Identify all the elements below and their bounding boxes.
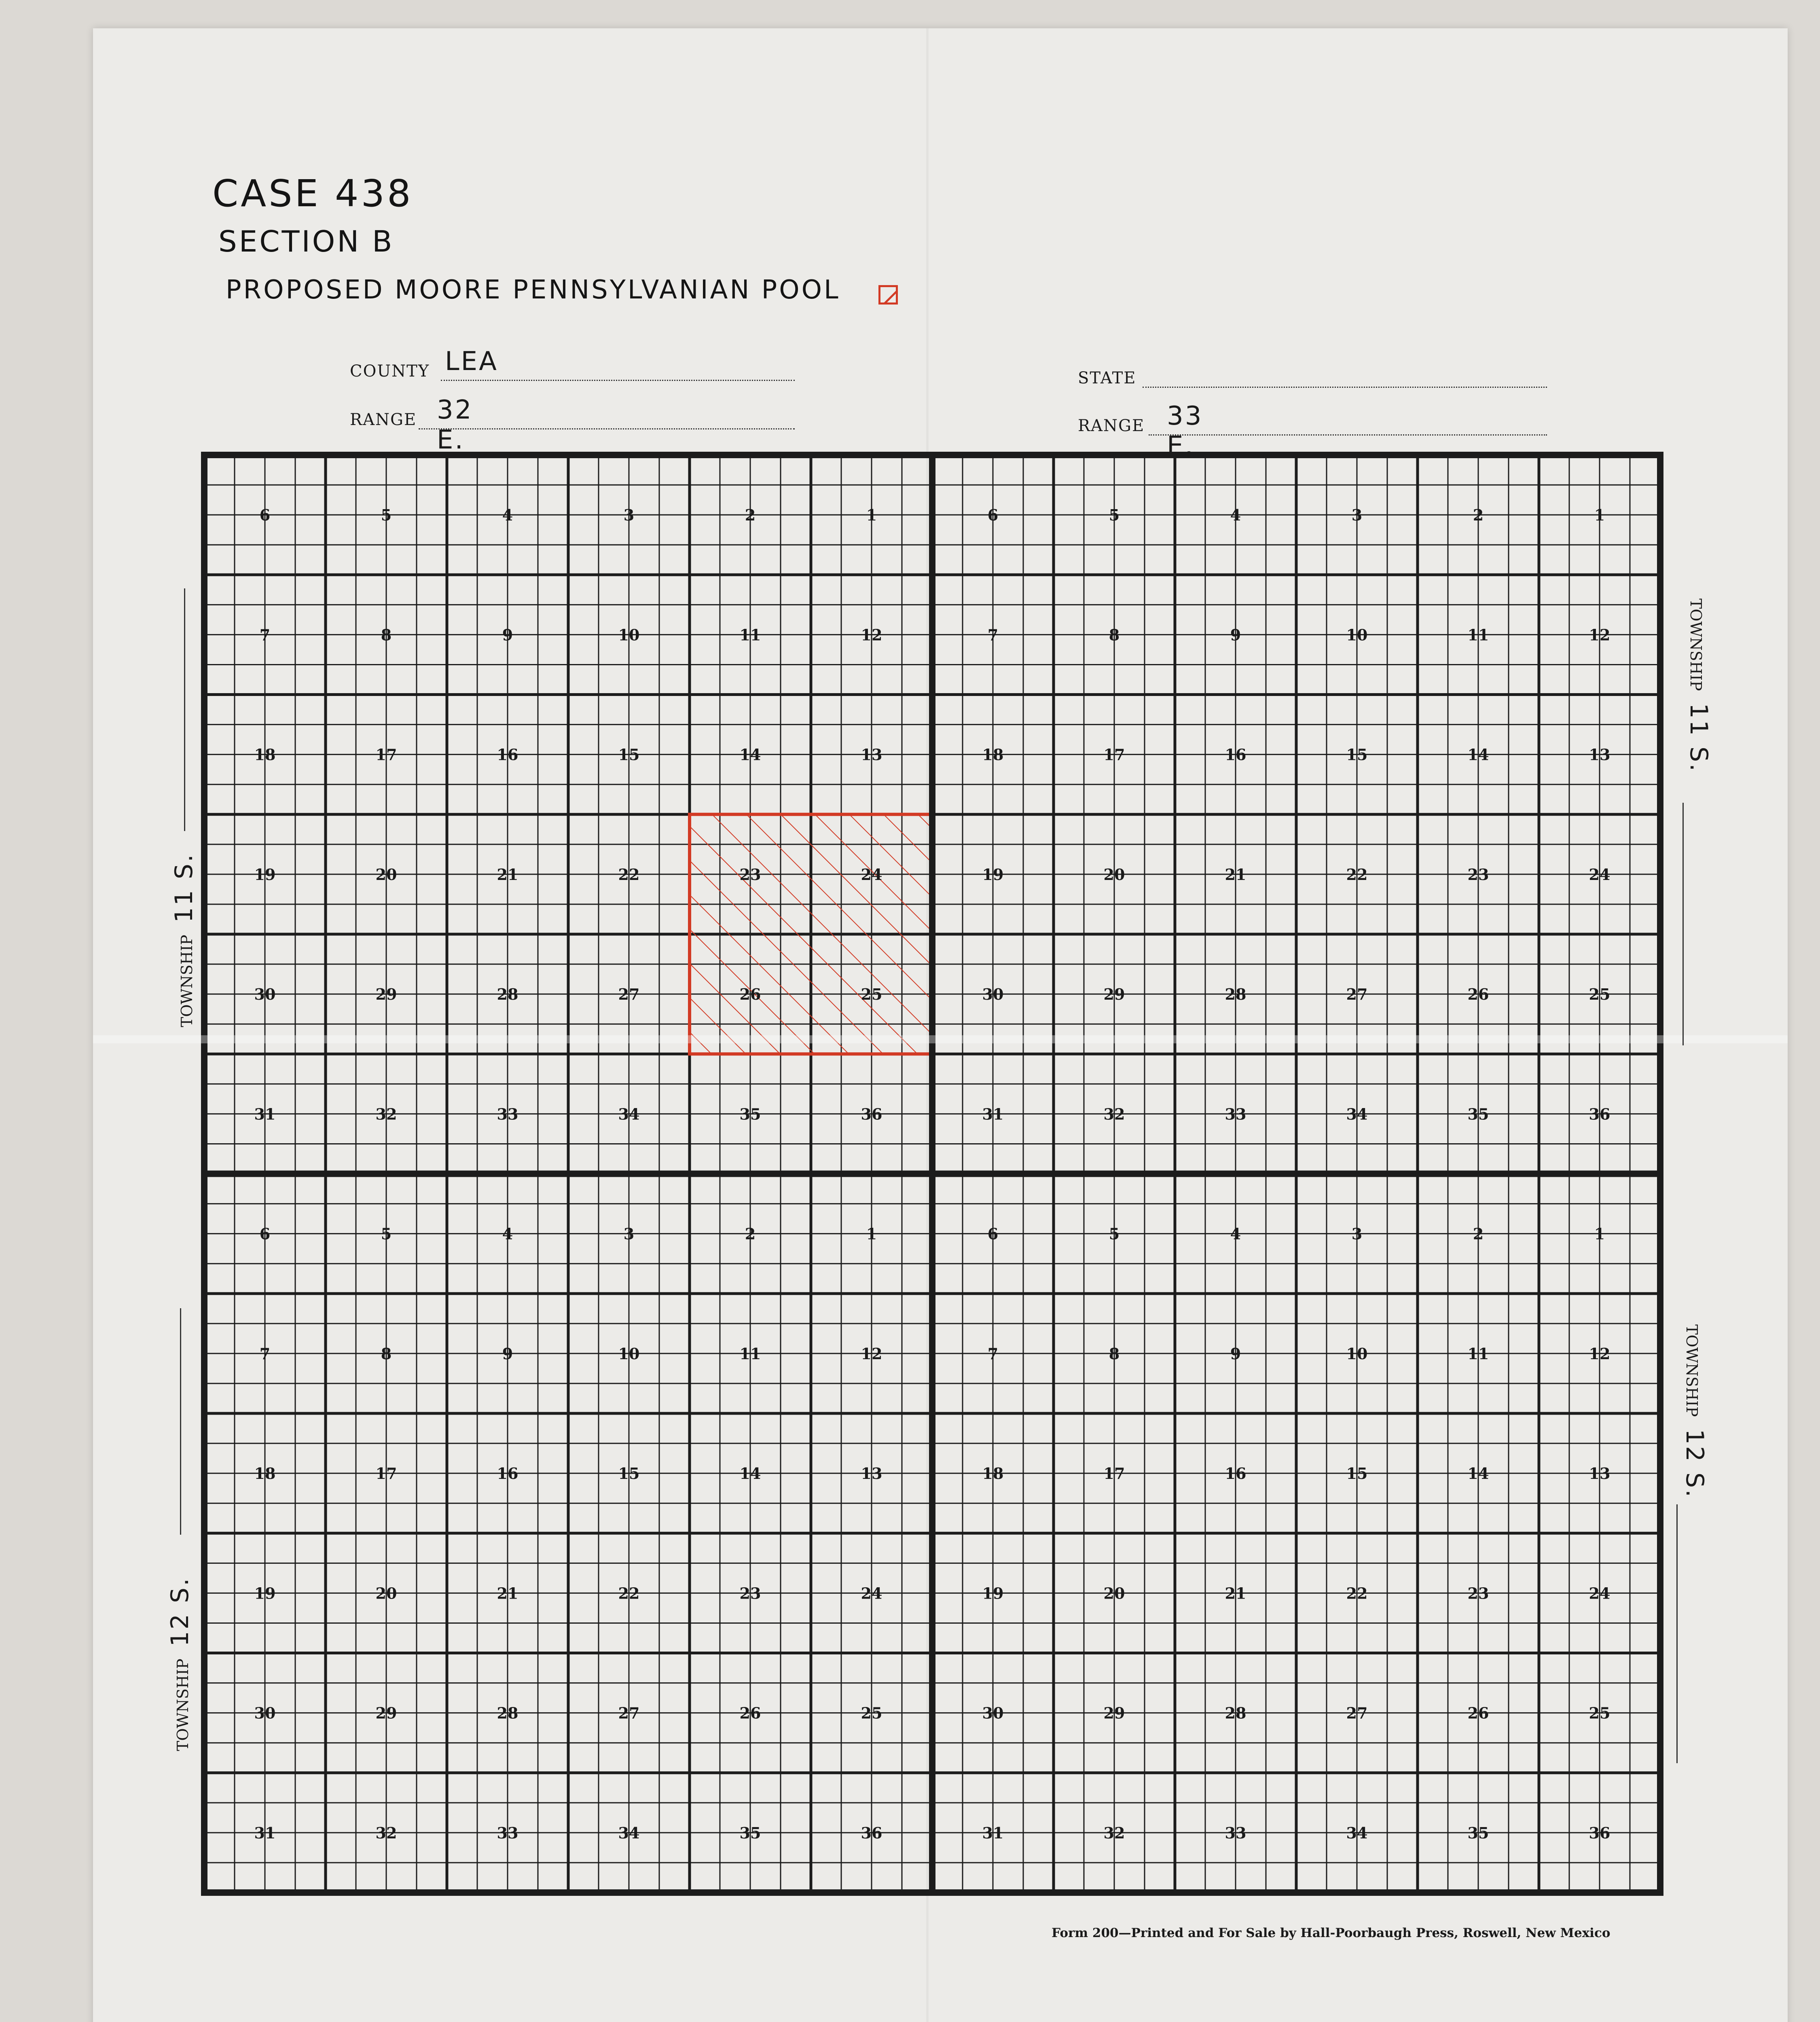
section-number-label: 17 bbox=[375, 1464, 397, 1483]
section-number-label: 27 bbox=[1346, 1704, 1368, 1722]
footer-note: Form 200—Printed and For Sale by Hall-Poorbaugh Press, Roswell, New Mexico bbox=[1052, 1926, 1610, 1940]
township-prefix: TOWNSHIP bbox=[178, 935, 196, 1027]
section-number-label: 26 bbox=[1467, 1704, 1489, 1722]
section-number-label: 34 bbox=[1346, 1823, 1368, 1842]
section-number-label: 5 bbox=[1109, 506, 1120, 525]
section-number-label: 33 bbox=[1225, 1823, 1246, 1842]
proposed-pool-hatched-area bbox=[690, 814, 932, 1054]
section-number-label: 5 bbox=[1109, 1225, 1120, 1243]
pool-title: PROPOSED MOORE PENNSYLVANIAN POOL bbox=[226, 275, 840, 305]
section-number-label: 13 bbox=[1589, 745, 1610, 764]
section-number-label: 8 bbox=[381, 626, 392, 644]
section-number-label: 31 bbox=[254, 1823, 276, 1842]
section-number-label: 32 bbox=[1103, 1823, 1125, 1842]
township-rule-right-bottom bbox=[1676, 1504, 1678, 1763]
section-number-label: 22 bbox=[1346, 1584, 1368, 1603]
section-number-label: 30 bbox=[254, 1704, 276, 1722]
township-prefix: TOWNSHIP bbox=[1683, 1324, 1701, 1417]
section-number-label: 8 bbox=[1109, 1344, 1120, 1363]
section-number-label: 10 bbox=[1346, 626, 1368, 644]
section-number-label: 12 bbox=[1589, 1344, 1610, 1363]
section-number-label: 14 bbox=[739, 1464, 761, 1483]
section-number-label: 15 bbox=[618, 1464, 640, 1483]
state-label: STATE bbox=[1078, 369, 1136, 387]
section-number-label: 26 bbox=[1467, 985, 1489, 1004]
section-number-label: 23 bbox=[1467, 865, 1489, 884]
section-number-label: 15 bbox=[618, 745, 640, 764]
county-label: COUNTY bbox=[350, 362, 430, 381]
section-number-label: 30 bbox=[982, 985, 1004, 1004]
section-number-label: 34 bbox=[1346, 1105, 1368, 1123]
section-number-label: 18 bbox=[254, 745, 276, 764]
section-number-label: 17 bbox=[1103, 1464, 1125, 1483]
section-number-label: 7 bbox=[987, 1344, 999, 1363]
section-number-label: 25 bbox=[1589, 1704, 1610, 1722]
township-boundaries bbox=[204, 455, 1660, 1893]
township-rule-left-bottom bbox=[180, 1308, 181, 1535]
section-number-label: 28 bbox=[1225, 1704, 1246, 1722]
section-number-label: 4 bbox=[1230, 506, 1241, 525]
section-number-label: 34 bbox=[618, 1823, 640, 1842]
section-number-label: 24 bbox=[1589, 1584, 1610, 1603]
section-number-label: 20 bbox=[1103, 865, 1125, 884]
section-number-label: 25 bbox=[861, 1704, 882, 1722]
section-number-label: 2 bbox=[745, 1225, 756, 1243]
section-number-label: 23 bbox=[739, 1584, 761, 1603]
township-number: 11 S. bbox=[1685, 703, 1713, 773]
section-number-label: 12 bbox=[861, 626, 882, 644]
section-number-label: 11 bbox=[739, 1344, 761, 1363]
section-number-label: 31 bbox=[982, 1823, 1004, 1842]
section-number-label: 29 bbox=[375, 985, 397, 1004]
section-number-label: 10 bbox=[618, 626, 640, 644]
range-left-value: 32 E. bbox=[437, 395, 473, 455]
township-label-left-top bbox=[170, 853, 198, 1027]
section-number-label: 31 bbox=[254, 1105, 276, 1123]
section-number-label: 19 bbox=[254, 865, 276, 884]
section-number-label: 7 bbox=[987, 626, 999, 644]
section-number-label: 11 bbox=[1467, 626, 1489, 644]
section-number-label: 6 bbox=[259, 1225, 271, 1243]
section-number-label: 29 bbox=[1103, 1704, 1125, 1722]
range-right-label: RANGE bbox=[1078, 417, 1145, 435]
section-number-label: 4 bbox=[502, 506, 513, 525]
section-number-label: 7 bbox=[259, 626, 271, 644]
section-number-label: 33 bbox=[497, 1105, 518, 1123]
section-number-label: 20 bbox=[375, 865, 397, 884]
section-number-label: 13 bbox=[861, 745, 882, 764]
section-number-label: 35 bbox=[1467, 1105, 1489, 1123]
section-number-label: 21 bbox=[1225, 1584, 1246, 1603]
section-number-label: 24 bbox=[1589, 865, 1610, 884]
section-number-label: 4 bbox=[1230, 1225, 1241, 1243]
section-number-label: 3 bbox=[1351, 506, 1363, 525]
section-number-label: 21 bbox=[497, 1584, 518, 1603]
section-number-label: 27 bbox=[1346, 985, 1368, 1004]
section-number-label: 30 bbox=[982, 1704, 1004, 1722]
section-number-label: 8 bbox=[381, 1344, 392, 1363]
township-rule-left-top bbox=[184, 588, 185, 831]
section-number-label: 3 bbox=[623, 1225, 635, 1243]
township-prefix: TOWNSHIP bbox=[1687, 599, 1705, 691]
section-number-label: 16 bbox=[1225, 745, 1246, 764]
section-number-label: 36 bbox=[861, 1823, 882, 1842]
section-number-label: 10 bbox=[618, 1344, 640, 1363]
section-number-label: 9 bbox=[1230, 1344, 1241, 1363]
section-number-label: 21 bbox=[1225, 865, 1246, 884]
section-number-label: 24 bbox=[861, 1584, 882, 1603]
section-number-label: 16 bbox=[497, 745, 518, 764]
section-number-label: 2 bbox=[1473, 1225, 1484, 1243]
section-number-label: 17 bbox=[375, 745, 397, 764]
pool-highlight-area bbox=[690, 814, 932, 1054]
section-number-label: 13 bbox=[861, 1464, 882, 1483]
section-number-label: 20 bbox=[375, 1584, 397, 1603]
county-value: LEA bbox=[445, 347, 498, 376]
section-number-label: 19 bbox=[982, 865, 1004, 884]
section-number-label: 7 bbox=[259, 1344, 271, 1363]
section-number-label: 23 bbox=[1467, 1584, 1489, 1603]
section-title: SECTION B bbox=[218, 224, 394, 258]
section-number-label: 36 bbox=[861, 1105, 882, 1123]
section-number-label: 16 bbox=[1225, 1464, 1246, 1483]
section-number-label: 15 bbox=[1346, 745, 1368, 764]
range-right-value: 33 E. bbox=[1167, 401, 1203, 461]
section-number-label: 1 bbox=[1594, 1225, 1605, 1243]
section-number-label: 8 bbox=[1109, 626, 1120, 644]
township-prefix: TOWNSHIP bbox=[174, 1658, 192, 1751]
section-number-label: 18 bbox=[982, 745, 1004, 764]
section-number-label: 11 bbox=[1467, 1344, 1489, 1363]
section-number-label: 27 bbox=[618, 1704, 640, 1722]
section-number-label: 29 bbox=[375, 1704, 397, 1722]
section-number-label: 6 bbox=[259, 506, 271, 525]
section-number-label: 28 bbox=[1225, 985, 1246, 1004]
township-number: 12 S. bbox=[1680, 1429, 1709, 1499]
section-number-label: 23 bbox=[739, 865, 761, 884]
township-label-left-bottom bbox=[166, 1577, 194, 1751]
section-number-label: 4 bbox=[502, 1225, 513, 1243]
section-number-label: 10 bbox=[1346, 1344, 1368, 1363]
section-number-label: 36 bbox=[1589, 1823, 1610, 1842]
range-left-label: RANGE bbox=[350, 410, 417, 429]
section-number-label: 12 bbox=[1589, 626, 1610, 644]
township-number: 11 S. bbox=[170, 852, 198, 923]
section-number-label: 19 bbox=[254, 1584, 276, 1603]
section-number-label: 14 bbox=[1467, 745, 1489, 764]
paper-fold-horizontal bbox=[93, 1035, 1788, 1043]
section-number-label: 36 bbox=[1589, 1105, 1610, 1123]
township-rule-right-top bbox=[1682, 803, 1684, 1045]
section-number-label: 21 bbox=[497, 865, 518, 884]
section-number-label: 19 bbox=[982, 1584, 1004, 1603]
section-number-label: 32 bbox=[375, 1105, 397, 1123]
section-number-label: 28 bbox=[497, 1704, 518, 1722]
section-number-label: 14 bbox=[739, 745, 761, 764]
section-number-label: 35 bbox=[739, 1823, 761, 1842]
section-number-label: 3 bbox=[623, 506, 635, 525]
section-number-label: 22 bbox=[618, 865, 640, 884]
case-title: CASE 438 bbox=[212, 172, 413, 215]
section-number-label: 3 bbox=[1351, 1225, 1363, 1243]
section-number-label: 2 bbox=[1473, 506, 1484, 525]
section-number-label: 33 bbox=[497, 1823, 518, 1842]
section-number-label: 1 bbox=[1594, 506, 1605, 525]
section-number-label: 30 bbox=[254, 985, 276, 1004]
section-number-label: 12 bbox=[861, 1344, 882, 1363]
section-number-label: 22 bbox=[1346, 865, 1368, 884]
section-number-label: 5 bbox=[381, 1225, 392, 1243]
section-number-label: 35 bbox=[1467, 1823, 1489, 1842]
section-number-label: 32 bbox=[1103, 1105, 1125, 1123]
section-number-label: 34 bbox=[618, 1105, 640, 1123]
section-number-label: 18 bbox=[982, 1464, 1004, 1483]
section-number-label: 29 bbox=[1103, 985, 1125, 1004]
section-number-label: 1 bbox=[866, 1225, 877, 1243]
section-number-label: 25 bbox=[861, 985, 882, 1004]
section-number-label: 17 bbox=[1103, 745, 1125, 764]
section-number-label: 28 bbox=[497, 985, 518, 1004]
section-number-label: 22 bbox=[618, 1584, 640, 1603]
township-label-right-bottom bbox=[1680, 1324, 1709, 1499]
section-number-label: 26 bbox=[739, 1704, 761, 1722]
section-number-label: 2 bbox=[745, 506, 756, 525]
section-number-label: 14 bbox=[1467, 1464, 1489, 1483]
section-number-label: 9 bbox=[1230, 626, 1241, 644]
section-number-label: 20 bbox=[1103, 1584, 1125, 1603]
section-number-label: 6 bbox=[987, 506, 999, 525]
section-number-label: 15 bbox=[1346, 1464, 1368, 1483]
section-number-label: 31 bbox=[982, 1105, 1004, 1123]
township-label-right-top bbox=[1685, 599, 1713, 773]
section-number-label: 5 bbox=[381, 506, 392, 525]
section-number-label: 13 bbox=[1589, 1464, 1610, 1483]
section-number-label: 18 bbox=[254, 1464, 276, 1483]
township-number: 12 S. bbox=[166, 1576, 194, 1647]
section-number-label: 26 bbox=[739, 985, 761, 1004]
section-number-label: 27 bbox=[618, 985, 640, 1004]
section-number-label: 6 bbox=[987, 1225, 999, 1243]
section-number-label: 35 bbox=[739, 1105, 761, 1123]
section-number-label: 1 bbox=[866, 506, 877, 525]
section-number-label: 32 bbox=[375, 1823, 397, 1842]
section-number-label: 25 bbox=[1589, 985, 1610, 1004]
section-number-label: 16 bbox=[497, 1464, 518, 1483]
section-number-label: 9 bbox=[502, 1344, 513, 1363]
section-number-label: 33 bbox=[1225, 1105, 1246, 1123]
section-number-label: 24 bbox=[861, 865, 882, 884]
section-number-label: 9 bbox=[502, 626, 513, 644]
section-number-label: 11 bbox=[739, 626, 761, 644]
